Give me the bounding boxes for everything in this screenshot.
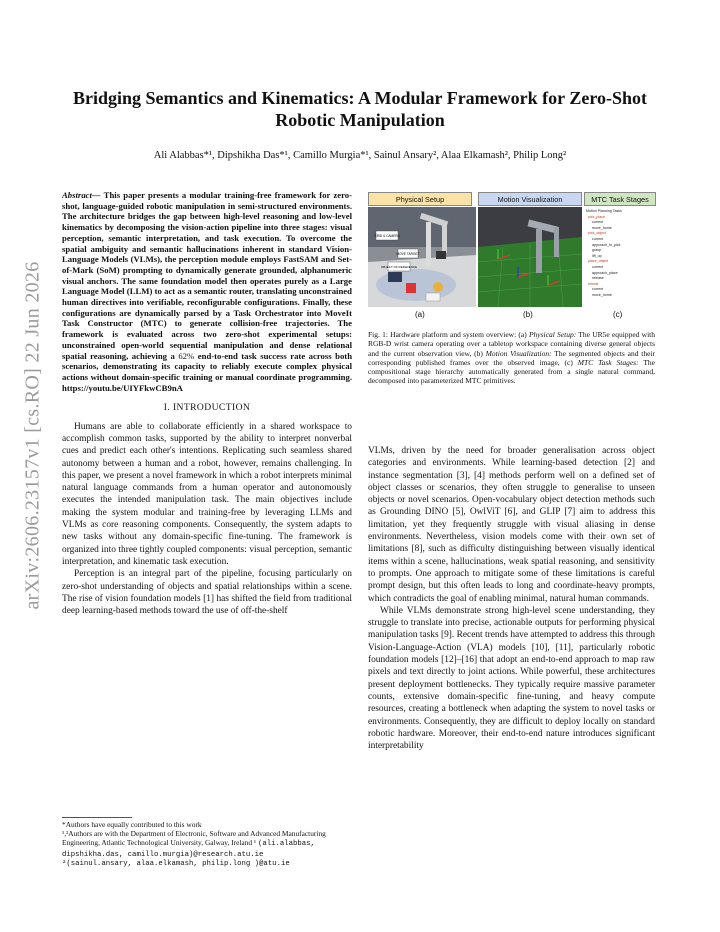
caption-physical-setup: Physical Setup: <box>528 330 577 339</box>
caption-motion-visualization: Motion Visualization: <box>485 348 552 358</box>
physical-setup-illustration <box>368 207 476 307</box>
figure-caption <box>368 330 655 386</box>
task-stage-item: release <box>592 276 604 281</box>
sublabel-a: (a) <box>415 310 425 319</box>
author-list: Ali Alabbas*¹, Dipshikha Das*¹, Camillo Murgia*¹, Sainul Ansary², Alaa Elkamash², Philip Long² <box>153 150 567 161</box>
figure-header-motion-visualization: Motion Visualization <box>478 192 582 206</box>
task-stage-list <box>584 207 654 301</box>
arxiv-sidebar <box>8 165 58 705</box>
panel-motion-visualization-image <box>478 207 582 307</box>
right-paragraph-1: VLMs, driven by the need for broader generalisation across object categories and environments. While learning-based detection [2] and instance segmentation [3], [4] methods perform well on a defined set of object classes or scenarios, they often struggle to generalise to unseen objects or novel scenarios. Open-vocabulary object detection methods such as Grounding DINO [5], OwlViT [6], and GLIP [7] aim to address this limitation, yet they frequently struggle with visual aliasing in dense environments. Nevertheless, vision models come with their own set of limitations [8], such as difficulty distinguishing between visually identical items within a scene, hallucinations, weak spatial reasoning, and sensitivity to prompts. One approach to mitigate some of these limitations is careful prompt design, but this often leads to long and coordinate-heavy prompts, which contradicts the goal of enabling minimal, natural human commands. <box>368 446 655 604</box>
abstract-text: This paper presents a modular training-free framework for zero-shot, language-guided robotic manipulation in semi-structured environments. The architecture bridges the gap between high-level reasoning and low-level kinematics by decomposing the vision-action pipeline into three stages: visual perception, semantic interpretation, and task execution. To overcome the spatial ambiguity and semantic hallucinations inherent in standard Vision-Language Models (VLMs), the perception module employs FastSAM and Set-of-Mark (SoM) prompting to dynamically generate grounded, alphanumeric visual anchors. The same foundation model then operates purely as a Large Language Model (LLM) to act as a semantic router, translating unconstrained human directives into verifiable, reconfigurable configurations. Finally, these configurations are dynamically parsed by a Task Orchestrator into MoveIt Task Constructor (MTC) to generate collision-free trajectories. The framework is evaluated across two zero-shot experimental setups: unconstrained open-world sequential manipulation and dense relational spatial reasoning, achieving a <box>62 190 353 361</box>
task-stage-item: move_home <box>592 225 612 230</box>
intro-paragraph-1: Humans are able to collaborate efficiently in a shared workspace to accomplish common tasks, supported by the ability to interpret nonverbal cues and predict each other's intentions. Replicating such seamless shared autonomy between a human and a robot, however, remains challenging. In this paper, we present a novel framework in which a robot interprets minimal natural language commands from a human operator and autonomously executes the intended manipulation task. The main objectives include making the system modular and training-free by leveraging LLMs and VLMs as core reasoning components. Consequently, the system adapts to new tasks without any domain-specific fine-tuning. The framework is organized into three tightly coupled components: visual perception, semantic interpretation, and kinematic task execution. <box>62 421 352 567</box>
footnote-affiliation-text: ¹,²Authors are with the Department of Electronic, Software and Advanced Manufacturing Engineering, Atlantic Technological University, Galway, Ireland ¹ <box>62 829 326 847</box>
caption-text-1: The UR5e equipped with RGB-D wrist camera operating over a tabletop workspace containing diverse general objects and the current observation view, (b) <box>368 330 655 358</box>
paper-title: Bridging Semantics and Kinematics: A Modular Framework for Zero-Shot Robotic Manipulation <box>73 88 647 130</box>
footnote-affiliation <box>62 829 352 860</box>
abstract-percent: 62% <box>178 350 195 361</box>
footnote-email-1: (ali.alabbas, dipshikha.das, camillo.murgia)@research.atu.ie <box>62 840 315 859</box>
task-stage-item: grasp <box>592 248 601 253</box>
right-paragraph-2: While VLMs demonstrate strong high-level scene understanding, they struggle to translate into precise, actionable outputs for performing physical manipulation tasks [9]. Recent trends have attempted to address this through Vision-Language-Action (VLA) models [10], [11], particularly robotic foundation models [12]–[16] that adopt an end-to-end approach to map raw pixels and text directly to joint actions. While powerful, these architectures present deployment bottlenecks. They typically require massive parameter counts, extensive domain-specific fine-tuning, and heavy compute resources, creating a bottleneck when adapting the system to novel tasks or environments. Consequently, they are difficult to deploy locally on standard robotic hardware. Moreover, their end-to-end nature introduces significant interpretability <box>368 605 655 752</box>
intro-paragraph-2: Perception is an integral part of the pipeline, focusing particularly on zero-shot understanding of objects and spatial relationships within a scene. The rise of vision foundation models [1] has shifted the field from traditional deep learning-based methods toward the use of off-the-shelf <box>62 569 352 617</box>
scene-label-grid: GRID & CAMERA <box>374 234 400 238</box>
sublabel-c: (c) <box>613 310 623 319</box>
task-stage-item: approach_to_pick <box>592 242 621 247</box>
right-column <box>368 445 655 752</box>
task-stage-item: move_home <box>592 292 612 297</box>
figure-header-mtc-task-stages: MTC Task Stages <box>584 192 656 206</box>
figure-header-physical-setup: Physical Setup <box>368 192 472 206</box>
task-stage-item: current <box>592 287 604 292</box>
abstract <box>62 190 352 393</box>
panel-physical-setup-image <box>368 207 476 307</box>
task-stage-item: current <box>592 236 604 241</box>
task-stage-item: pick_object <box>588 231 606 236</box>
task-stage-item: current <box>592 264 604 269</box>
abstract-heading: Abstract— <box>62 190 101 200</box>
task-stage-item: Motion Planning Tasks <box>586 209 622 213</box>
footnote-equal-contribution: *Authors have equally contributed to this work <box>62 820 202 829</box>
task-stage-item: pick_place <box>588 214 605 219</box>
caption-lead: Fig. 1: Hardware platform and system overview: (a) <box>368 330 529 339</box>
left-column <box>62 190 352 617</box>
task-stage-item: place_object <box>588 259 609 264</box>
task-stage-item: lift_up <box>592 253 602 258</box>
motion-visualization-illustration <box>478 207 582 307</box>
figure-1 <box>368 192 655 320</box>
panel-mtc-task-stages <box>584 207 654 307</box>
caption-text-2: The segmented objects and their corresponding published frames over the observed image, (c) <box>368 348 655 367</box>
caption-mtc-task-stages: MTC Task Stages: <box>577 357 639 367</box>
task-stage-item: retreat <box>588 281 599 286</box>
abstract-tail: end-to-end task success rate across both scenarios, demonstrating its capacity to reliably execute complex physical actions without domain-specific training or manual coordinate programming. https://youtu.be/UIYFkwCB9nA <box>62 350 353 393</box>
footnote-rule <box>62 817 132 818</box>
arxiv-id[interactable]: arXiv:2606.23157v1 [cs.RO] 22 Jun 2026 <box>21 260 44 610</box>
scene-label-move-target: MOVE TARGET <box>396 252 420 256</box>
scene-label-object-of-reference: OBJECT OF REFERENCE <box>380 265 418 269</box>
footnotes <box>62 820 352 869</box>
footnote-email-2: ²(sainul.ansary, alaa.elkamash, philip.long )@atu.ie <box>62 860 290 868</box>
task-stage-item: current <box>592 220 604 225</box>
task-stage-item: approach_place <box>592 270 618 275</box>
caption-text-3: The compositional stage hierarchy automatically generated from a single natural command, decomposed into parameterized MTC primitives. <box>368 357 656 386</box>
section-heading-introduction: I. INTRODUCTION <box>163 402 251 414</box>
sublabel-b: (b) <box>523 310 533 319</box>
